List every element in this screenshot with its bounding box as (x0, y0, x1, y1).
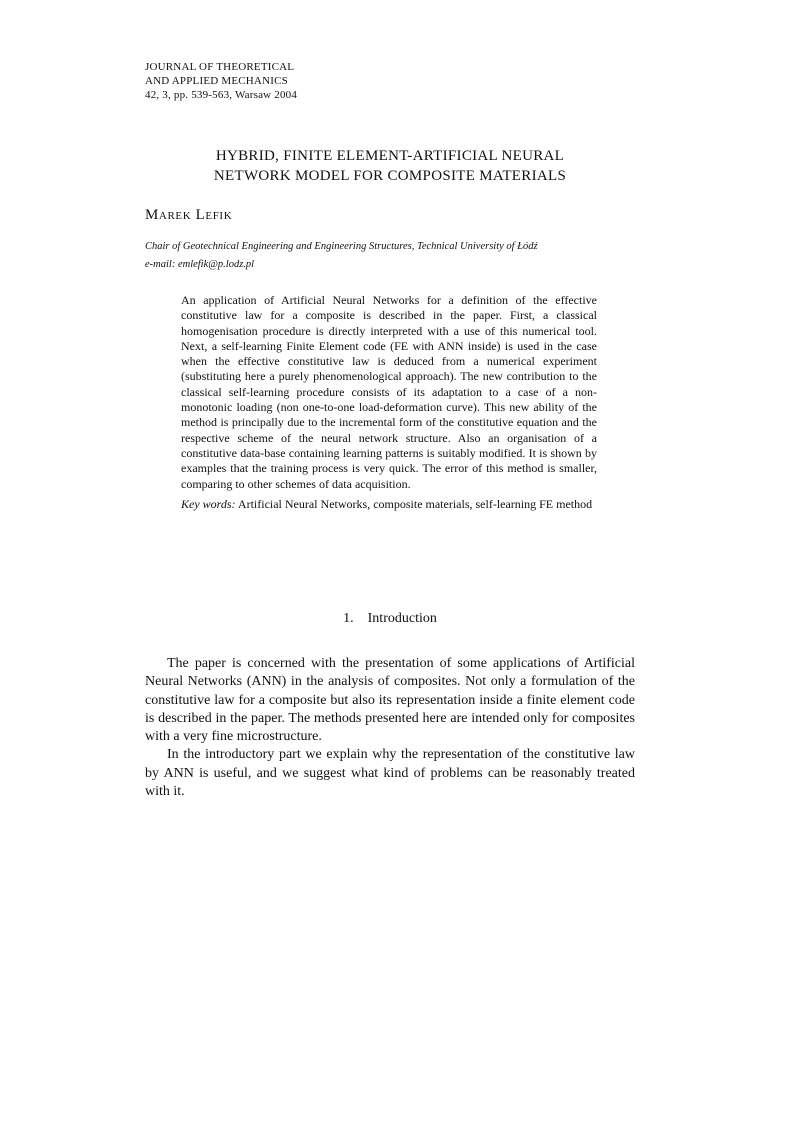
section-number: 1. (343, 611, 354, 626)
introduction-body (145, 655, 635, 801)
abstract (181, 293, 597, 512)
keywords-label: Key words: (181, 496, 236, 511)
abstract-text: An application of Artificial Neural Networks for a definition of the effective constitutive law for a composite is described in the paper. First, a classical homogenisation procedure is directly interpreted with a use of this numerical tool. Next, a self-learning Finite Element code (FE with ANN inside) is used in the case when the effective constitutive law is deduced from a numerical experiment (substituting here a purely phenomenological approach). The new contribution to the classical self-learning procedure consists of its adaptation to a case of a non-monotonic loading (non one-to-one load-deformation curve). This new ability of the method is principally due to the incremental form of the constitutive equation and the respective scheme of the neural network structure. Also an organisation of a constitutive data-base containing learning patterns is suitably modified. It is shown by examples that the training process is very quick. The error of this method is smaller, comparing to other schemes of data acquisition. (181, 293, 597, 491)
journal-header (145, 60, 465, 102)
paper-title-line-1: HYBRID, FINITE ELEMENT-ARTIFICIAL NEURAL (215, 148, 565, 164)
intro-paragraph-2: In the introductory part we explain why the representation of the constitutive law by ANN is useful, and we suggest what kind of problems can be reasonably treated with it. (145, 747, 635, 800)
author-name: Marek Lefik (145, 207, 233, 223)
institution: Chair of Geotechnical Engineering and Engineering Structures, Technical University of Łódź (145, 241, 538, 252)
intro-paragraph-1: The paper is concerned with the presentation of some applications of Artificial Neural Networks (ANN) in the analysis of composites. Not only a formulation of the constitutive law for a composite but also its representation inside a finite element code is described in the paper. The methods presented here are intended only for composites with a very fine microstructure. (145, 656, 635, 745)
section-heading (145, 611, 635, 627)
journal-name-line-2: AND APPLIED MECHANICS (145, 75, 288, 87)
author-affiliation (145, 238, 635, 274)
journal-name-line-1: JOURNAL OF THEORETICAL (145, 61, 295, 73)
paper-title-line-2: NETWORK MODEL FOR COMPOSITE MATERIALS (213, 168, 567, 184)
section-title: Introduction (367, 611, 437, 626)
author-email: e-mail: emlefik@p.lodz.pl (145, 259, 255, 270)
paper-title (145, 146, 635, 186)
keywords (181, 497, 597, 512)
keywords-list: Artificial Neural Networks, composite materials, self-learning FE method (237, 496, 593, 511)
journal-issue-info: 42, 3, pp. 539-563, Warsaw 2004 (145, 89, 298, 101)
